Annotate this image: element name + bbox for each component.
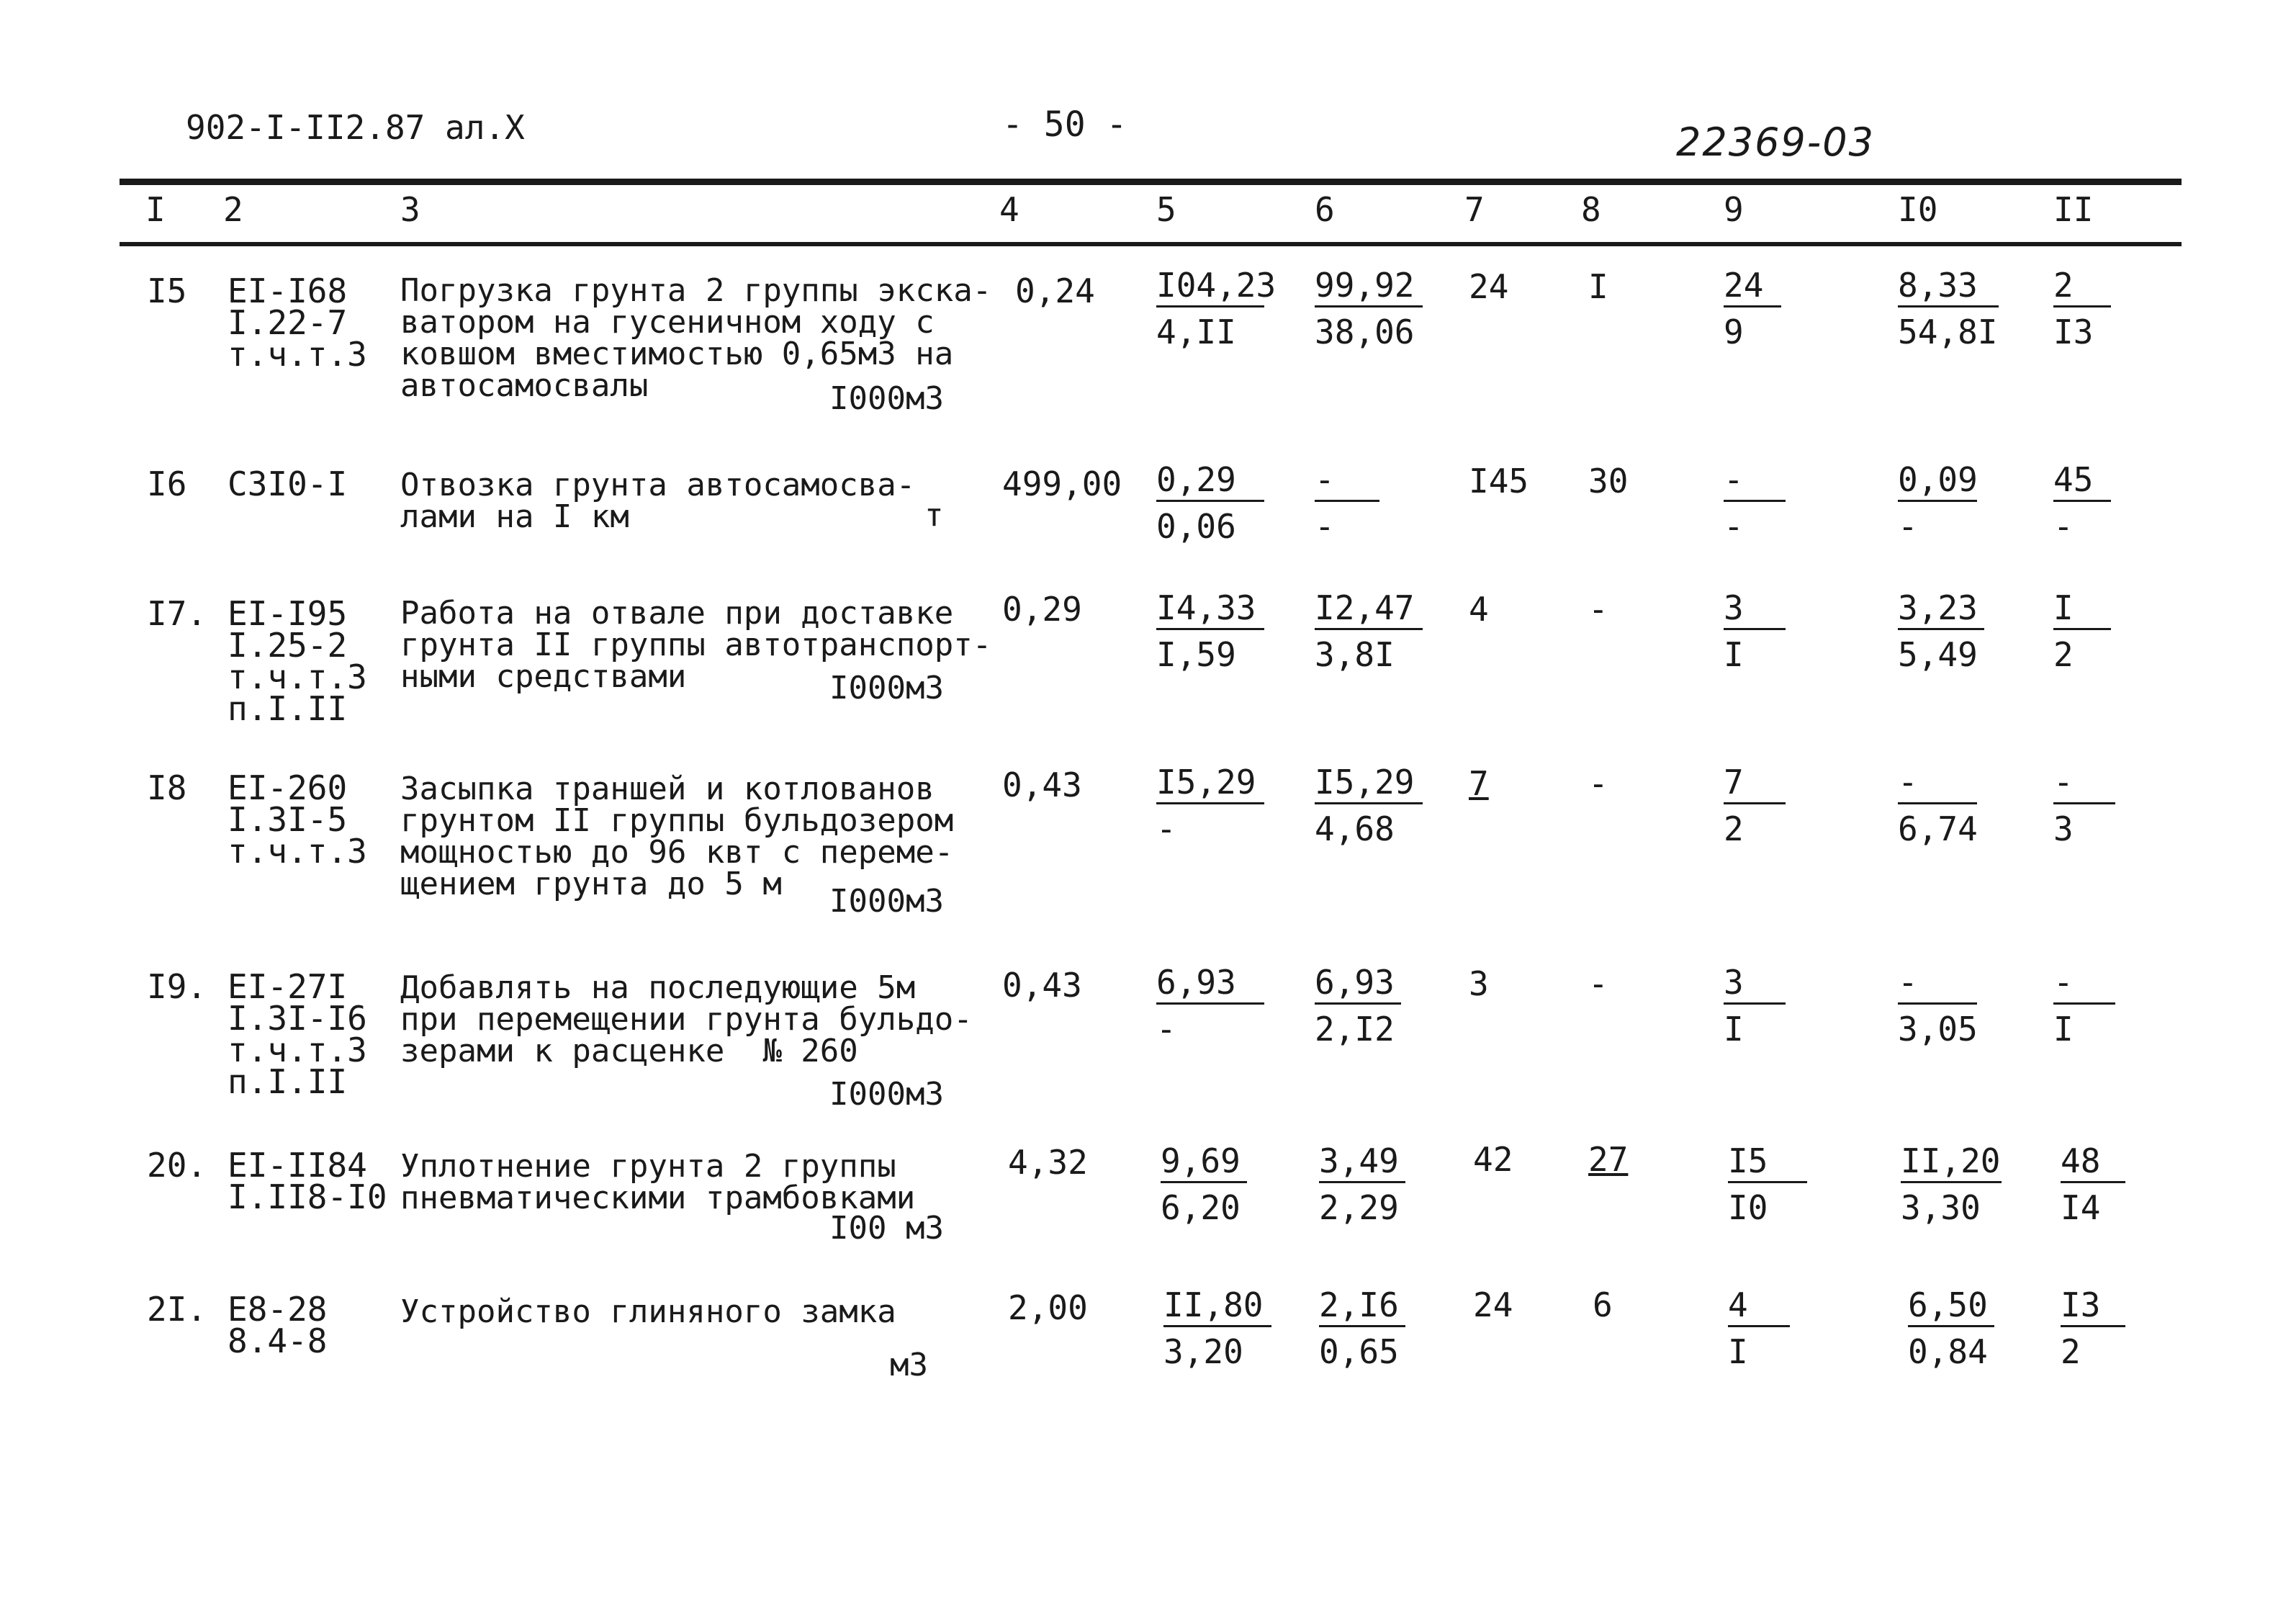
work-description: Уплотнение грунта 2 группы пневматическими трамбовками — [400, 1148, 916, 1216]
work-description: Устройство глиняного замка — [400, 1293, 896, 1330]
header-rule — [120, 242, 2182, 246]
col7-value: 24 — [1469, 267, 1509, 306]
col10-value: II,20 3,30 — [1901, 1141, 2001, 1227]
col9-value: I5 I0 — [1728, 1142, 1807, 1226]
col9-value: 3 I — [1724, 964, 1786, 1048]
rate-code: EI-II84 I.II8-I0 — [228, 1146, 387, 1216]
col10-value: 3,23 5,49 — [1898, 589, 1984, 673]
col5-value: 0,29 0,06 — [1156, 461, 1264, 545]
col11-value: I 2 — [2053, 589, 2111, 673]
column-number: 4 — [999, 190, 1019, 229]
rate-code: EI-I68 I.22-7 т.ч.т.3 — [228, 271, 367, 374]
col11-value: 48 I4 — [2061, 1142, 2125, 1226]
row-number: I9. — [147, 967, 207, 1006]
col5-value: 9,69 6,20 — [1161, 1142, 1247, 1226]
unit: I000м3 — [829, 883, 944, 920]
row-number: I7. — [147, 594, 207, 633]
col5-value: II,80 3,20 — [1163, 1286, 1271, 1370]
top-rule — [120, 179, 2182, 185]
col11-value: - 3 — [2053, 763, 2115, 848]
col8-value: - — [1588, 964, 1608, 1003]
col6-value: - - — [1315, 461, 1379, 545]
col6-value: I5,29 4,68 — [1315, 763, 1423, 848]
rate-code: EI-27I I.3I-I6 т.ч.т.3 п.I.II — [228, 967, 367, 1101]
work-description: Отвозка грунта автосамосва- лами на I км — [400, 467, 916, 535]
quantity: 0,43 — [1002, 966, 1082, 1005]
col6-value: 99,92 38,06 — [1315, 266, 1423, 351]
column-number: 7 — [1464, 190, 1485, 229]
column-number: 9 — [1724, 190, 1744, 229]
col5-value: I5,29 - — [1156, 763, 1264, 848]
row-number: I8 — [147, 768, 187, 807]
col10-value: 0,09 - — [1898, 460, 1978, 546]
col8-value: I — [1588, 267, 1608, 306]
unit: I000м3 — [829, 670, 944, 706]
col7-value: I45 — [1469, 462, 1529, 500]
quantity: 499,00 — [1002, 464, 1122, 503]
col7-value: 3 — [1469, 964, 1489, 1003]
unit: м3 — [890, 1347, 928, 1383]
unit: I000м3 — [829, 380, 944, 417]
unit: I00 м3 — [829, 1210, 944, 1247]
rate-code: EI-260 I.3I-5 т.ч.т.3 — [228, 768, 367, 871]
work-description: Погрузка грунта 2 группы экска- ватором на гусеничном ходу с ковшом вместимостью 0,65м3 на автосамосвалы — [400, 272, 992, 404]
col8-value: - — [1588, 590, 1608, 629]
col8-value: 6 — [1593, 1285, 1613, 1324]
col5-value: I04,23 4,II — [1156, 266, 1277, 351]
work-description: Добавлять на последующие 5м при перемещении грунта бульдо- зерами к расценке № 260 — [400, 969, 973, 1069]
col8-value: - — [1588, 764, 1608, 803]
column-number: 3 — [400, 190, 420, 229]
unit: I000м3 — [829, 1076, 944, 1113]
col9-value: 4 I — [1728, 1286, 1790, 1370]
col7-value: 24 — [1473, 1285, 1513, 1324]
col5-value: I4,33 I,59 — [1156, 589, 1264, 673]
quantity: 0,29 — [1002, 590, 1082, 629]
unit: т — [924, 497, 944, 534]
column-number: I — [145, 190, 166, 229]
column-number: 2 — [223, 190, 243, 229]
col6-value: 6,93 2,I2 — [1315, 964, 1401, 1048]
col6-value: I2,47 3,8I — [1315, 589, 1423, 673]
rate-code: EI-I95 I.25-2 т.ч.т.3 п.I.II — [228, 594, 367, 728]
row-number: I5 — [147, 271, 187, 310]
col6-value: 2,I6 0,65 — [1319, 1286, 1405, 1370]
column-number: I0 — [1898, 190, 1938, 229]
column-number: 8 — [1581, 190, 1601, 229]
col10-value: - 3,05 — [1898, 963, 1978, 1049]
col11-value: 45 - — [2053, 461, 2111, 545]
col9-value: 24 9 — [1724, 266, 1781, 351]
col9-value: - - — [1724, 461, 1786, 545]
col7-value: 4 — [1469, 590, 1489, 629]
col8-value: 27 — [1588, 1140, 1629, 1179]
row-number: I6 — [147, 464, 187, 503]
work-description: Засыпка траншей и котлованов грунтом II группы бульдозером мощностью до 96 квт с переме- щением грунта до 5 м — [400, 771, 954, 902]
col9-value: 7 2 — [1724, 763, 1786, 848]
quantity: 0,43 — [1002, 766, 1082, 804]
col9-value: 3 I — [1724, 589, 1786, 673]
col7-value: 7 — [1469, 764, 1489, 803]
row-number: 2I. — [147, 1290, 207, 1329]
column-number: 5 — [1156, 190, 1176, 229]
row-number: 20. — [147, 1146, 207, 1185]
col6-value: 3,49 2,29 — [1319, 1142, 1405, 1226]
page-number: - 50 - — [1002, 104, 1127, 145]
document-number: 22369-03 — [1676, 120, 1875, 165]
quantity: 0,24 — [1015, 271, 1095, 310]
column-number: 6 — [1315, 190, 1335, 229]
quantity: 4,32 — [1008, 1143, 1088, 1182]
col11-value: I3 2 — [2061, 1286, 2125, 1370]
col7-value: 42 — [1473, 1140, 1513, 1179]
rate-code: C3I0-I — [228, 464, 348, 503]
col10-value: 8,33 54,8I — [1898, 266, 1998, 351]
column-number: II — [2053, 190, 2094, 229]
col5-value: 6,93 - — [1156, 964, 1264, 1048]
col10-value: - 6,74 — [1898, 763, 1978, 848]
col11-value: 2 I3 — [2053, 266, 2111, 351]
quantity: 2,00 — [1008, 1288, 1088, 1327]
col8-value: 30 — [1588, 462, 1629, 500]
rate-code: E8-28 8.4-8 — [228, 1290, 328, 1360]
col11-value: - I — [2053, 964, 2115, 1048]
document-code: 902-I-II2.87 ал.X — [186, 108, 525, 147]
col10-value: 6,50 0,84 — [1908, 1286, 1994, 1370]
work-description: Работа на отвале при доставке грунта II группы автотранспорт- ными средствами — [400, 595, 992, 695]
